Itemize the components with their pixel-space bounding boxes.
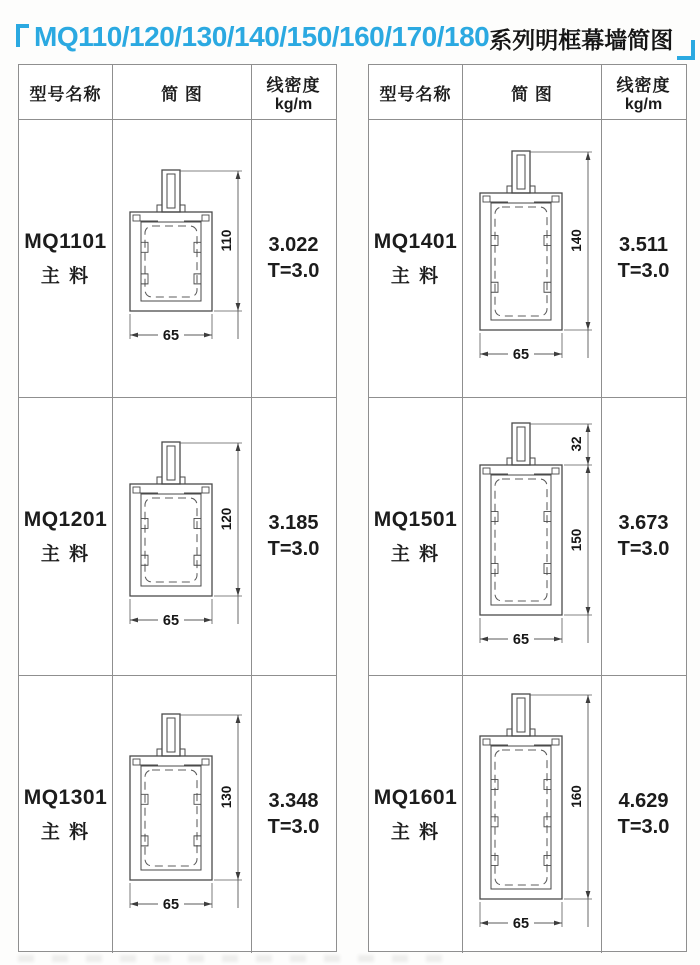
column-header-density-unit: kg/m [274,95,313,113]
column-header-model: 型号名称 [29,84,102,104]
model-name: MQ1501 [373,507,458,531]
density-value: 3.022 [268,234,319,256]
profile-table-right [368,64,687,952]
material-label: 主 料 [40,265,91,287]
material-label: 主 料 [390,543,441,565]
material-label: 主 料 [40,821,91,843]
thickness-value: T=3.0 [267,260,320,282]
density-cell [601,120,685,397]
profile-cross-section-diagram [462,147,601,370]
profile-row-mq1301 [19,675,336,953]
diagram-cell [462,676,601,953]
model-name: MQ1301 [23,785,108,809]
density-cell [251,120,335,397]
density-value: 3.673 [618,512,669,534]
column-header-density-label: 线密度 [266,75,321,95]
model-name: MQ1601 [373,785,458,809]
density-value: 4.629 [618,790,669,812]
model-cell [369,120,462,397]
svg-text:65: 65 [162,328,180,344]
svg-text:65: 65 [512,631,530,648]
svg-text:32: 32 [569,435,584,452]
table-header-row [19,65,336,119]
density-value: 3.348 [268,790,319,812]
profile-table-left [18,64,337,952]
model-name: MQ1101 [24,229,107,253]
table-body [369,119,686,953]
material-label: 主 料 [40,543,91,565]
diagram-cell [462,120,601,397]
profile-cross-section-diagram [112,710,251,920]
density-cell [251,398,335,675]
svg-text:150: 150 [569,528,584,551]
profile-row-mq1501 [369,397,686,675]
profile-cross-section-diagram [462,419,601,655]
density-value: 3.511 [619,234,668,256]
profile-cross-section-diagram [112,166,251,351]
profile-cross-section-diagram [112,438,251,636]
profile-cross-section-diagram [462,690,601,939]
table-body [19,119,336,953]
svg-text:65: 65 [512,347,530,363]
column-header-density-unit: kg/m [624,95,663,113]
svg-text:140: 140 [569,229,584,252]
thickness-value: T=3.0 [267,538,320,560]
profile-row-mq1101 [19,119,336,397]
svg-text:65: 65 [162,612,180,629]
diagram-cell [112,398,251,675]
svg-text:160: 160 [569,785,584,808]
svg-text:130: 130 [219,785,234,808]
density-value: 3.185 [268,512,319,534]
diagram-cell [462,398,601,675]
material-label: 主 料 [390,265,441,287]
thickness-value: T=3.0 [617,260,670,282]
column-header-density [251,65,335,119]
svg-text:120: 120 [219,507,234,530]
title-bracket-right-icon [677,40,695,60]
model-cell [19,120,112,397]
model-cell [19,676,112,953]
title-bracket-left-icon [16,24,29,47]
model-name: MQ1201 [23,507,108,531]
page-title [16,22,695,60]
column-header-density [601,65,685,119]
scan-artifact [18,955,448,962]
svg-text:65: 65 [162,896,180,913]
svg-text:65: 65 [512,916,530,932]
diagram-cell [112,120,251,397]
profile-row-mq1601 [369,675,686,953]
model-cell [369,398,462,675]
profile-row-mq1201 [19,397,336,675]
column-header-diagram: 简 图 [462,65,601,119]
density-cell [251,676,335,953]
title-suffix: 系列明框幕墙简图 [489,27,674,53]
model-cell [369,676,462,953]
svg-text:110: 110 [219,229,234,252]
material-label: 主 料 [390,821,441,843]
column-header-model: 型号名称 [379,84,452,104]
density-cell [601,676,685,953]
profile-row-mq1401 [369,119,686,397]
thickness-value: T=3.0 [617,538,670,560]
diagram-cell [112,676,251,953]
column-header-diagram: 简 图 [112,65,251,119]
column-header-density-label: 线密度 [616,75,671,95]
table-header-row [369,65,686,119]
model-name: MQ1401 [373,229,458,253]
title-series: MQ110/120/130/140/150/160/170/180 [34,21,490,52]
model-cell [19,398,112,675]
thickness-value: T=3.0 [267,816,320,838]
thickness-value: T=3.0 [617,816,670,838]
density-cell [601,398,685,675]
